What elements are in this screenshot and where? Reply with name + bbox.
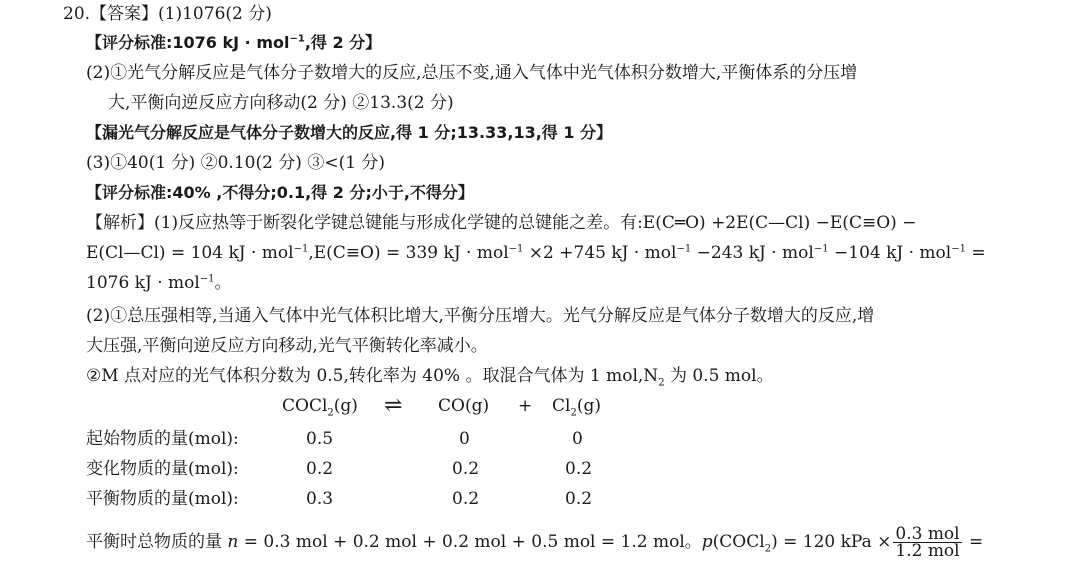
- answer-part2-line1: (2)①光气分解反应是气体分子数增大的反应,总压不变,通入气体中光气体积分数增大,平衡体系的分压增: [86, 63, 858, 83]
- text: 。: [214, 273, 232, 293]
- var-n: n: [227, 532, 239, 552]
- analysis-part2-line1: (2)①总压强相等,当通入气体中光气体积比增大,平衡分压增大。光气分解反应是气体分子数增大的反应,增: [86, 306, 875, 326]
- analysis-final-line: [86, 524, 983, 560]
- text: Cl: [552, 396, 571, 416]
- scoring-standard-1: [86, 32, 381, 54]
- superscript: −1: [676, 243, 692, 255]
- eq-equilibrium-arrow: ⇌: [384, 393, 403, 418]
- superscript: −1: [508, 243, 524, 255]
- subscript: 2: [658, 377, 665, 389]
- eq-cl2: [552, 395, 601, 417]
- text: (COCl: [712, 532, 765, 552]
- text: 1076 kJ · mol: [86, 273, 200, 293]
- scoring-standard-2: 【漏光气分解反应是气体分子数增大的反应,得 1 分;13.33,13,得 1 分】: [86, 123, 613, 142]
- subscript: 2: [570, 407, 577, 419]
- subscript: 2: [764, 543, 772, 555]
- analysis-line3: [86, 272, 232, 294]
- fraction: [893, 526, 961, 559]
- superscript: −1: [813, 243, 829, 255]
- text: E(Cl—Cl) = 104 kJ · mol: [86, 243, 294, 263]
- eq-plus: +: [518, 396, 533, 416]
- row-value: 0.2: [452, 459, 480, 479]
- answer-part3: (3)①40(1 分) ②0.10(2 分) ③<(1 分): [86, 153, 386, 173]
- text: −243 kJ · mol: [691, 243, 814, 263]
- row-value: 0.2: [565, 489, 593, 509]
- row-value: 0.3: [306, 489, 334, 509]
- text: ×2 +745 kJ · mol: [523, 243, 677, 263]
- fraction-numerator: 0.3 mol: [895, 524, 960, 544]
- var-p: p: [701, 532, 713, 552]
- text: 平衡时总物质的量: [86, 532, 228, 552]
- scoring-text: 【评分标准:1076 kJ · mol: [86, 33, 290, 52]
- row-value: 0: [572, 429, 583, 449]
- analysis-part2-line2: 大压强,平衡向逆反应方向移动,光气平衡转化率减小。: [86, 336, 488, 356]
- fraction-denominator: 1.2 mol: [895, 541, 960, 561]
- row-value: 0: [459, 429, 470, 449]
- superscript: −1: [293, 243, 309, 255]
- eq-co: CO(g): [438, 396, 490, 416]
- scoring-text: ,得 2 分】: [304, 33, 382, 52]
- scoring-standard-3: 【评分标准:40% ,不得分;0.1,得 2 分;小于,不得分】: [86, 183, 474, 202]
- analysis-part2-line3: [86, 365, 774, 387]
- text: 为 0.5 mol。: [664, 366, 774, 386]
- row-value: 0.2: [452, 489, 480, 509]
- text: −104 kJ · mol: [828, 243, 952, 263]
- row-value: 0.2: [565, 459, 593, 479]
- superscript: −1: [199, 273, 215, 285]
- row-label-change: 变化物质的量(mol):: [86, 459, 239, 479]
- superscript: −1: [289, 33, 305, 45]
- row-value: 0.2: [306, 459, 334, 479]
- subscript: 2: [327, 407, 334, 419]
- row-value: 0.5: [306, 429, 334, 449]
- superscript: −1: [951, 243, 966, 255]
- text: (g): [333, 396, 358, 416]
- text: ,E(C≡O) = 339 kJ · mol: [308, 243, 509, 263]
- text: =: [963, 532, 984, 552]
- text: (g): [576, 396, 601, 416]
- analysis-line1: 【解析】(1)反应热等于断裂化学键总键能与形成化学键的总键能之差。有:E(C═O) +2E(C—Cl) −E(C≡O) −: [86, 213, 917, 233]
- text: =: [965, 243, 986, 263]
- eq-cocl2: [282, 395, 358, 417]
- answer-heading: 20.【答案】(1)1076(2 分): [63, 4, 272, 24]
- text: COCl: [282, 396, 328, 416]
- text: ) = 120 kPa ×: [771, 532, 892, 552]
- row-label-initial: 起始物质的量(mol):: [86, 429, 239, 449]
- analysis-line2: [86, 242, 986, 264]
- answer-part2-line2: 大,平衡向逆反应方向移动(2 分) ②13.3(2 分): [108, 93, 454, 113]
- text: = 0.3 mol + 0.2 mol + 0.2 mol + 0.5 mol = 1.2 mol。: [238, 532, 702, 552]
- text: ②M 点对应的光气体积分数为 0.5,转化率为 40% 。取混合气体为 1 mol,N: [86, 366, 659, 386]
- row-label-equilibrium: 平衡物质的量(mol):: [86, 489, 239, 509]
